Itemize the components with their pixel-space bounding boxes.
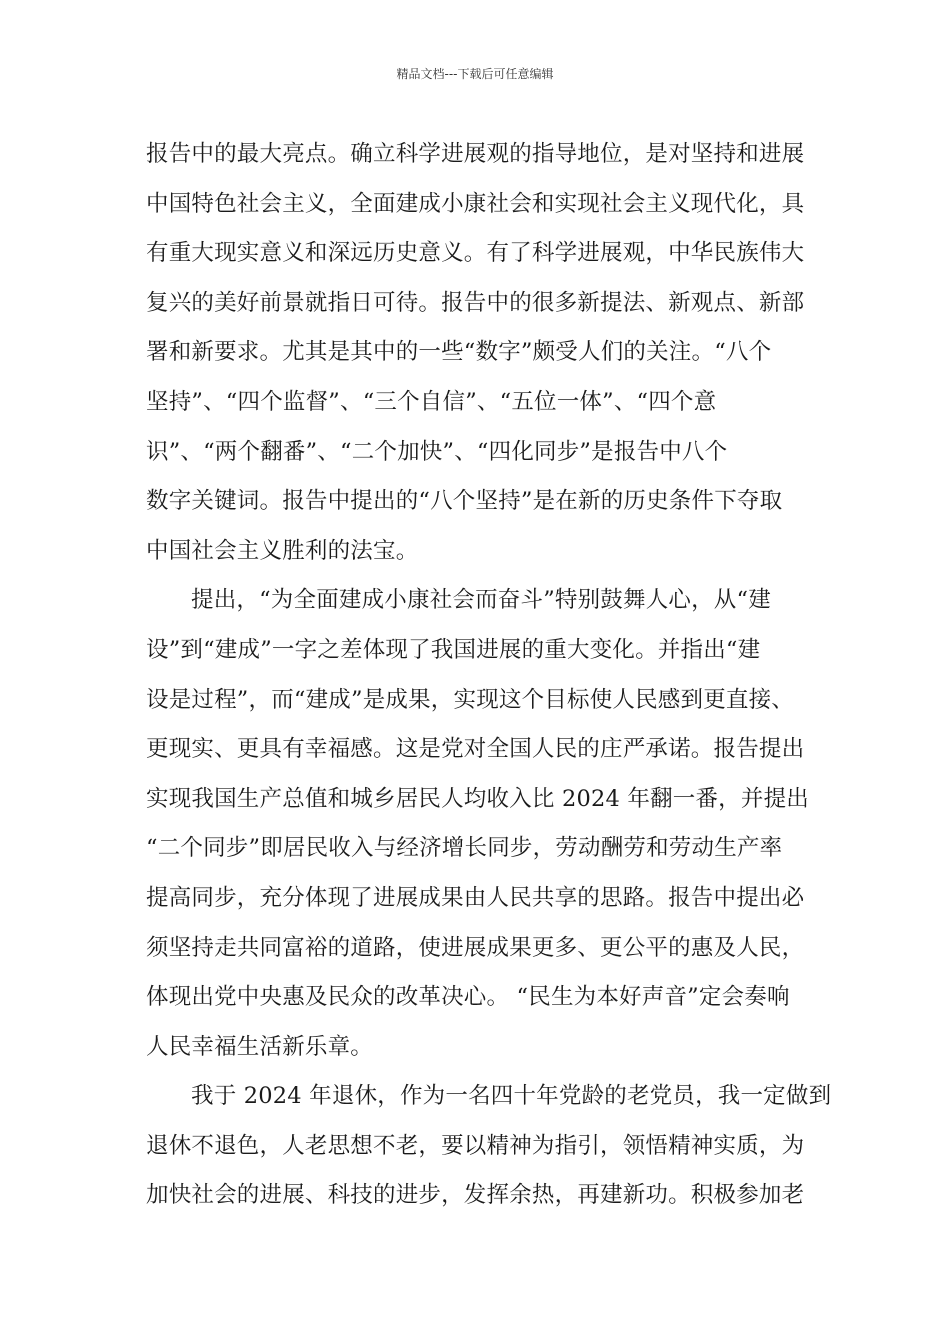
text-line: 体现出党中央惠及民众的改革决心。 “民生为本好声音”定会奏响 bbox=[146, 984, 790, 1011]
text-line: 提出，“为全面建成小康社会而奋斗”特别鼓舞人心，从“建 bbox=[191, 587, 771, 614]
text-line: 设”到“建成”一字之差体现了我国进展的重大变化。并指出“建 bbox=[146, 636, 761, 663]
document-body bbox=[146, 130, 832, 1221]
text-line: 署和新要求。尤其是其中的一些“数字”颇受人们的关注。“八个 bbox=[146, 339, 772, 366]
text-line: 中国特色社会主义，全面建成小康社会和实现社会主义现代化，具 bbox=[146, 190, 805, 217]
text-line: 数字关键词。报告中提出的“八个坚持”是在新的历史条件下夺取 bbox=[146, 488, 783, 515]
text-line: 加快社会的进展、科技的进步，发挥余热，再建新功。积极参加老 bbox=[146, 1182, 805, 1209]
text-line: 有重大现实意义和深远历史意义。有了科学进展观，中华民族伟大 bbox=[146, 240, 805, 267]
text-line: 人民幸福生活新乐章。 bbox=[146, 1033, 374, 1060]
text-line: 复兴的美好前景就指日可待。报告中的很多新提法、新观点、新部 bbox=[146, 289, 805, 316]
text-line: 坚持”、“四个监督”、“三个自信”、“五位一体”、“四个意 bbox=[146, 388, 717, 415]
text-line: “二个同步”即居民收入与经济增长同步，劳动酬劳和劳动生产率 bbox=[146, 835, 783, 862]
text-line: 设是过程”，而“建成”是成果，实现这个目标使人民感到更直接、 bbox=[146, 686, 795, 713]
text-line: 更现实、更具有幸福感。这是党对全国人民的庄严承诺。报告提出 bbox=[146, 736, 805, 763]
text-line: 识”、“两个翻番”、“二个加快”、“四化同步”是报告中八个 bbox=[146, 438, 728, 465]
text-line: 中国社会主义胜利的法宝。 bbox=[146, 537, 419, 564]
text-line: 须坚持走共同富裕的道路，使进展成果更多、更公平的惠及人民， bbox=[146, 934, 805, 961]
text-line: 我于 2024 年退休，作为一名四十年党龄的老党员，我一定做到 bbox=[191, 1083, 832, 1110]
text-line: 报告中的最大亮点。确立科学进展观的指导地位，是对坚持和进展 bbox=[146, 141, 805, 167]
text-line: 提高同步，充分体现了进展成果由人民共享的思路。报告中提出必 bbox=[146, 884, 805, 911]
text-line: 退休不退色，人老思想不老，要以精神为指引，领悟精神实质，为 bbox=[146, 1132, 805, 1159]
page-header: 精品文档---下载后可任意编辑 bbox=[396, 67, 554, 81]
text-line: 实现我国生产总值和城乡居民人均收入比 2024 年翻一番，并提出 bbox=[146, 785, 809, 812]
